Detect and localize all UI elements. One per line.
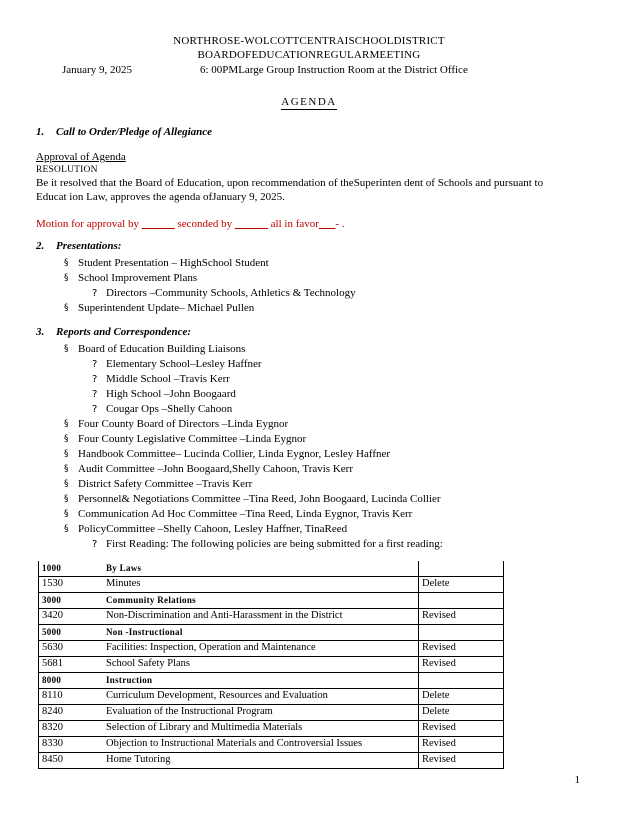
table-row bbox=[39, 641, 504, 657]
policy-code: 8450 bbox=[39, 753, 104, 769]
policy-title: Instruction bbox=[103, 673, 419, 689]
agenda-item-1-title: Call to Order/Pledge of Allegiance bbox=[56, 126, 213, 138]
list-item bbox=[36, 507, 594, 522]
policy-code: 5681 bbox=[39, 657, 104, 673]
policy-action: Revised bbox=[419, 737, 504, 753]
policy-code: 8110 bbox=[39, 689, 104, 705]
table-row bbox=[39, 689, 504, 705]
list-item-label: Communication Ad Hoc Committee –Tina Reed, Linda Eygnor, Travis Kerr bbox=[78, 508, 413, 520]
list-item bbox=[36, 522, 594, 537]
question-bullet-icon: ? bbox=[92, 288, 98, 299]
policy-title: Curriculum Development, Resources and Evaluation bbox=[103, 689, 419, 705]
table-row bbox=[39, 657, 504, 673]
section-bullet-icon: § bbox=[64, 509, 69, 519]
section-bullet-icon: § bbox=[64, 344, 69, 354]
policy-action: Revised bbox=[419, 657, 504, 673]
policy-title: Selection of Library and Multimedia Materials bbox=[103, 721, 419, 737]
list-item-label: First Reading: The following policies are being submitted for a first reading: bbox=[106, 538, 443, 550]
policy-action bbox=[419, 561, 504, 577]
policy-action bbox=[419, 673, 504, 689]
list-item bbox=[36, 537, 594, 552]
meeting-datebar bbox=[0, 64, 618, 80]
policy-title: Facilities: Inspection, Operation and Maintenance bbox=[103, 641, 419, 657]
policy-action: Delete bbox=[419, 577, 504, 593]
motion-all-in-favor: all in favor bbox=[270, 218, 319, 230]
policy-action bbox=[419, 625, 504, 641]
agenda-item-3 bbox=[36, 326, 594, 338]
list-item-label: Superintendent Update– Michael Pullen bbox=[78, 302, 255, 314]
policy-code: 8330 bbox=[39, 737, 104, 753]
table-row bbox=[39, 593, 504, 609]
agenda-item-2-title: Presentations: bbox=[56, 240, 122, 252]
policy-code: 3000 bbox=[39, 593, 104, 609]
agenda-title-text: AGENDA bbox=[281, 96, 337, 108]
meeting-type: BOARDOFEDUCATIONREGULARMEETING bbox=[197, 49, 421, 61]
question-bullet-icon: ? bbox=[92, 374, 98, 385]
section-bullet-icon: § bbox=[64, 464, 69, 474]
section-bullet-icon: § bbox=[64, 449, 69, 459]
list-item-label: Four County Legislative Committee –Linda Eygnor bbox=[78, 433, 307, 445]
approval-of-agenda-block bbox=[36, 151, 594, 230]
list-item-label: Four County Board of Directors –Linda Eygnor bbox=[78, 418, 289, 430]
policy-title: Objection to Instructional Materials and Controversial Issues bbox=[103, 737, 419, 753]
policy-title: Community Relations bbox=[103, 593, 419, 609]
list-item bbox=[36, 447, 594, 462]
table-row bbox=[39, 721, 504, 737]
list-item-label: Personnel& Negotiations Committee –Tina Reed, John Boogaard, Lucinda Collier bbox=[78, 493, 441, 505]
list-item bbox=[36, 301, 594, 316]
policy-code: 8320 bbox=[39, 721, 104, 737]
section-bullet-icon: § bbox=[64, 258, 69, 268]
list-item bbox=[36, 462, 594, 477]
document-body bbox=[0, 126, 618, 769]
table-row bbox=[39, 673, 504, 689]
agenda-item-2-number: 2. bbox=[36, 240, 45, 252]
agenda-item-3-title: Reports and Correspondence: bbox=[56, 326, 192, 338]
policy-action: Revised bbox=[419, 721, 504, 737]
resolution-label: RESOLUTION bbox=[36, 165, 98, 175]
list-item-label: Handbook Committee– Lucinda Collier, Linda Eygnor, Lesley Haffner bbox=[78, 448, 391, 460]
section-bullet-icon: § bbox=[64, 494, 69, 504]
question-bullet-icon: ? bbox=[92, 539, 98, 550]
policy-title: Non -Instructional bbox=[103, 625, 419, 641]
policy-action: Delete bbox=[419, 689, 504, 705]
agenda-item-1 bbox=[36, 126, 594, 138]
list-item-label: Audit Committee –John Boogaard,Shelly Cahoon, Travis Kerr bbox=[78, 463, 353, 475]
policy-title: Non-Discrimination and Anti-Harassment in the District bbox=[103, 609, 419, 625]
list-item-label: Elementary School–Lesley Haffner bbox=[106, 358, 262, 370]
motion-line bbox=[36, 218, 594, 230]
list-item bbox=[36, 477, 594, 492]
policy-table bbox=[38, 561, 504, 769]
policy-action: Revised bbox=[419, 753, 504, 769]
policy-code: 5630 bbox=[39, 641, 104, 657]
policy-code: 8240 bbox=[39, 705, 104, 721]
policy-action: Revised bbox=[419, 641, 504, 657]
page-number: 1 bbox=[574, 774, 580, 786]
meeting-time-location: 6: 00PMLarge Group Instruction Room at the District Office bbox=[200, 64, 468, 76]
motion-blank-seconder: ______ bbox=[234, 218, 268, 230]
section-bullet-icon: § bbox=[64, 479, 69, 489]
list-item bbox=[36, 357, 594, 372]
table-row bbox=[39, 737, 504, 753]
list-item-label: Student Presentation – HighSchool Student bbox=[78, 257, 269, 269]
policy-title: School Safety Plans bbox=[103, 657, 419, 673]
section-bullet-icon: § bbox=[64, 273, 69, 283]
list-item-label: School Improvement Plans bbox=[78, 272, 198, 284]
agenda-item-2 bbox=[36, 240, 594, 252]
policy-action: Revised bbox=[419, 609, 504, 625]
list-item bbox=[36, 256, 594, 271]
document-header bbox=[0, 34, 618, 62]
table-row bbox=[39, 753, 504, 769]
motion-end: - . bbox=[335, 218, 345, 230]
list-item bbox=[36, 372, 594, 387]
list-item bbox=[36, 417, 594, 432]
agenda-item-1-number: 1. bbox=[36, 126, 45, 138]
table-row bbox=[39, 577, 504, 593]
policy-code: 3420 bbox=[39, 609, 104, 625]
policy-action bbox=[419, 593, 504, 609]
motion-seconded-label: seconded by bbox=[177, 218, 233, 230]
section-bullet-icon: § bbox=[64, 434, 69, 444]
list-item-label: Middle School –Travis Kerr bbox=[106, 373, 230, 385]
policy-action: Delete bbox=[419, 705, 504, 721]
policy-title: Home Tutoring bbox=[103, 753, 419, 769]
policy-code: 5000 bbox=[39, 625, 104, 641]
policy-title: Minutes bbox=[103, 577, 419, 593]
motion-blank-vote: ___ bbox=[318, 218, 336, 230]
agenda-item-3-number: 3. bbox=[36, 326, 45, 338]
approval-heading: Approval of Agenda bbox=[36, 151, 126, 163]
document-page bbox=[0, 34, 618, 834]
list-item-label: Board of Education Building Liaisons bbox=[78, 343, 246, 355]
resolution-text: Be it resolved that the Board of Education, upon recommendation of theSuperinten dent of Schools and pursuant to Educat ion Law, approves the agenda ofJanuary 9, 2025. bbox=[36, 177, 544, 203]
reports-list bbox=[36, 342, 594, 552]
policy-code: 1530 bbox=[39, 577, 104, 593]
meeting-date: January 9, 2025 bbox=[62, 64, 132, 76]
list-item-label: PolicyCommittee –Shelly Cahoon, Lesley Haffner, TinaReed bbox=[78, 523, 348, 535]
motion-blank-mover: ______ bbox=[141, 218, 175, 230]
agenda-title bbox=[0, 96, 618, 108]
policy-code: 8000 bbox=[39, 673, 104, 689]
table-row bbox=[39, 705, 504, 721]
list-item-label: Directors –Community Schools, Athletics & Technology bbox=[106, 287, 356, 299]
policy-title: By Laws bbox=[103, 561, 419, 577]
list-item bbox=[36, 402, 594, 417]
list-item bbox=[36, 286, 594, 301]
list-item-label: District Safety Committee –Travis Kerr bbox=[78, 478, 253, 490]
table-row bbox=[39, 561, 504, 577]
section-bullet-icon: § bbox=[64, 419, 69, 429]
list-item bbox=[36, 387, 594, 402]
presentations-list bbox=[36, 256, 594, 316]
list-item-label: Cougar Ops –Shelly Cahoon bbox=[106, 403, 233, 415]
list-item bbox=[36, 432, 594, 447]
section-bullet-icon: § bbox=[64, 524, 69, 534]
policy-code: 1000 bbox=[39, 561, 104, 577]
table-row bbox=[39, 625, 504, 641]
list-item bbox=[36, 492, 594, 507]
question-bullet-icon: ? bbox=[92, 404, 98, 415]
motion-prefix: Motion for approval by bbox=[36, 218, 139, 230]
list-item-label: High School –John Boogaard bbox=[106, 388, 236, 400]
table-row bbox=[39, 609, 504, 625]
question-bullet-icon: ? bbox=[92, 389, 98, 400]
policy-title: Evaluation of the Instructional Program bbox=[103, 705, 419, 721]
list-item bbox=[36, 271, 594, 286]
district-name: NORTHROSE-WOLCOTTCENTRAISCHOOLDISTRICT bbox=[173, 35, 445, 47]
list-item bbox=[36, 342, 594, 357]
section-bullet-icon: § bbox=[64, 303, 69, 313]
question-bullet-icon: ? bbox=[92, 359, 98, 370]
